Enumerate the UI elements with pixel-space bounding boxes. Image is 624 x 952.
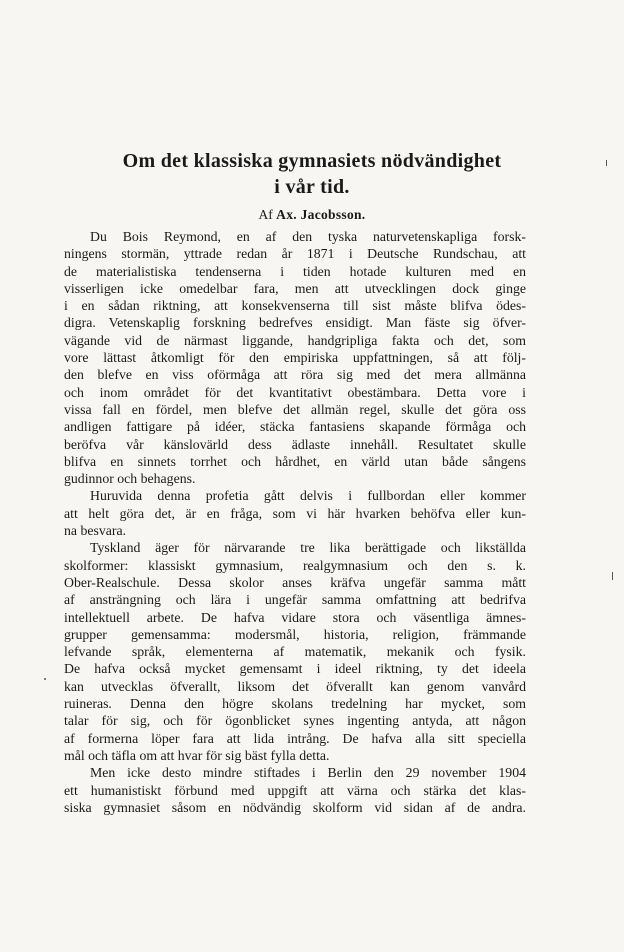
body-line: vägande vid de närmast liggande, handgripliga fakta och det, som xyxy=(64,332,526,348)
body-line: blifva en sinnets torrhet och hårdhet, en värld utan både sångens xyxy=(64,453,526,469)
body-line: af formerna löper fara att lida intrång. De hafva alla sitt speciella xyxy=(64,730,526,746)
body-line: siska gymnasiet såsom en nödvändig skolform vid sidan af de andra. xyxy=(64,799,526,815)
author-name: Ax. Jacobsson. xyxy=(276,207,366,222)
body-line: Huruvida denna profetia gått delvis i fullbordan eller kommer xyxy=(90,488,526,504)
body-line: i en sådan riktning, att konsekvenserna till sist måste blifva ödes- xyxy=(64,298,526,314)
body-line: Men icke desto mindre stiftades i Berlin den 29 november 1904 xyxy=(90,765,526,781)
body-line: ruineras. Denna den högre skolans tredelning har mycket, som xyxy=(64,696,526,712)
body-line: af ansträngning och lära i ungefär samma omfattning att bedrifva xyxy=(64,592,526,608)
body-line: lefvande språk, elementerna af matematik, mekanik och fysik. xyxy=(64,644,526,660)
article-title-line-2: i vår tid. xyxy=(274,176,350,198)
article-title-line-1: Om det klassiska gymnasiets nödvändighet xyxy=(122,150,502,172)
article-body xyxy=(64,228,526,816)
body-line: visserligen icke omedelbar fara, men att utvecklingen dock ginge xyxy=(64,280,526,296)
body-line: andligen fattigare på idéer, stäcka fantasiens skapande förmåga och xyxy=(64,419,526,435)
body-line: ett humanistiskt förbund med uppgift att värna och stärka det klas- xyxy=(64,782,526,798)
body-line: de materialistiska tendenserna i tiden hotade kulturen med en xyxy=(64,263,526,279)
paper-speck xyxy=(44,678,46,680)
body-line: och inom området för det kvantitativt obestämbara. Detta vore i xyxy=(64,384,526,400)
body-line: grupper gemensamma: modersmål, historia, religion, främmande xyxy=(64,626,526,642)
body-line: vissa fall en fördel, men blefve det allmän regel, skulle det göra oss xyxy=(64,401,526,417)
paper-speck xyxy=(606,160,607,166)
body-line: Du Bois Reymond, en af den tyska naturvetenskapliga forsk- xyxy=(90,229,526,244)
body-line: mål och täfla om att hvar för sig bäst fylla detta. xyxy=(64,747,330,763)
body-line: talar för sig, och för ögonblicket synes ingenting antyda, att någon xyxy=(64,713,526,729)
paper-speck xyxy=(612,572,613,580)
body-line: beröfva vår känslovärld dess ädlaste innehåll. Resultatet skulle xyxy=(64,436,526,452)
body-line: na besvara. xyxy=(64,523,127,539)
body-line: skolformer: klassiskt gymnasium, realgymnasium och den s. k. xyxy=(64,557,526,573)
byline xyxy=(60,206,564,224)
byline-prefix: Af xyxy=(258,207,273,222)
body-line: ningens stormän, yttrade redan år 1871 i Deutsche Rundschau, att xyxy=(64,246,526,262)
body-line: digra. Vetenskaplig forskning bedrefves ensidigt. Man fäste sig öfver- xyxy=(64,315,526,331)
body-line: Tyskland äger för närvarande tre lika berättigade och likställda xyxy=(90,540,526,556)
body-line: att helt göra det, är en fråga, som vi här hvarken behöfva eller kun- xyxy=(64,505,526,521)
body-line: De hafva också mycket gemensamt i ideel riktning, ty det ideela xyxy=(64,661,526,677)
body-line: gudinnor och behagens. xyxy=(64,471,196,487)
body-line: den blefve en viss oförmåga att röra sig med det mera allmänna xyxy=(64,367,526,383)
body-line: intellektuell arbete. De hafva vidare stora och väsentliga ämnes- xyxy=(64,609,526,625)
body-line: vore lättast åtkomligt för den empiriska uppfattningen, så att följ- xyxy=(64,350,526,366)
body-line: kan utvecklas öfverallt, liksom det öfverallt kan genom vanvård xyxy=(64,678,526,694)
body-line: Ober-Realschule. Dessa skolor anses kräfva ungefär samma mått xyxy=(64,574,526,590)
